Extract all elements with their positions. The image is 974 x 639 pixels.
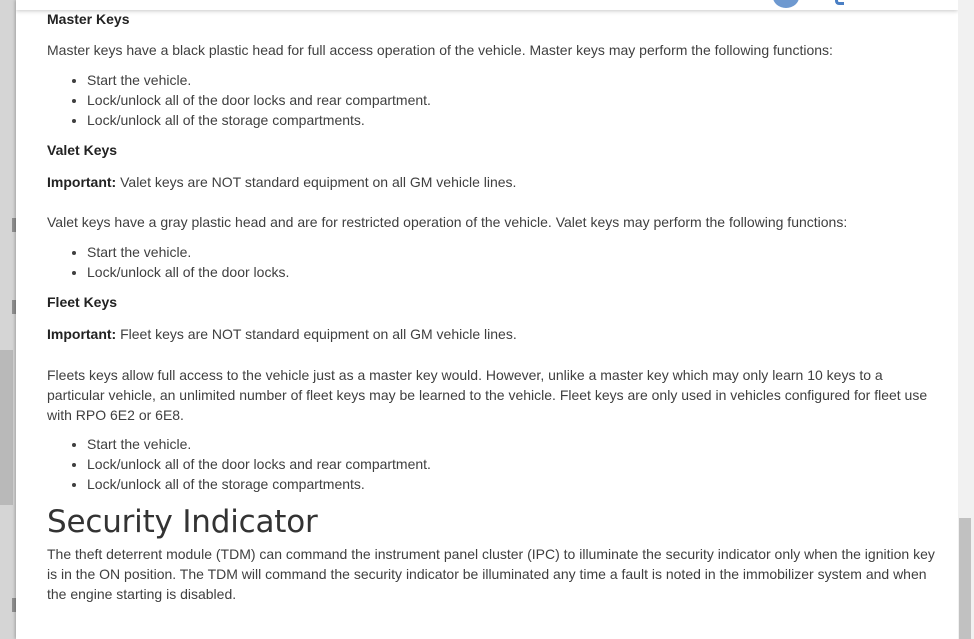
document-panel (16, 0, 958, 639)
user-avatar-icon[interactable] (773, 0, 799, 8)
list-item: • Start the vehicle. (87, 70, 431, 90)
background-page-strip (0, 0, 16, 639)
valet-keys-intro: Valet keys have a gray plastic head and are for restricted operation of the vehicle. Valet keys may perform the following functions: (47, 214, 848, 230)
master-keys-intro: Master keys have a black plastic head for full access operation of the vehicle. Master keys may perform the following functions: (47, 42, 833, 58)
list-item: • Lock/unlock all of the door locks and rear compartment. (87, 90, 431, 110)
list-item: • Start the vehicle. (87, 434, 431, 454)
security-indicator-text: The theft deterrent module (TDM) can command the instrument panel cluster (IPC) to illuminate the security indicator only when the ignition key is in the ON position. The TDM will command the security indicator be illuminated any time a fault is noted in the immobilizer system and when the engine starting is disabled. (47, 546, 935, 602)
fleet-keys-functions (69, 434, 431, 494)
list-item: • Start the vehicle. (87, 242, 289, 262)
important-label: Important: (47, 326, 117, 342)
important-text: Valet keys are NOT standard equipment on all GM vehicle lines. (116, 174, 517, 190)
list-item: • Lock/unlock all of the door locks and rear compartment. (87, 454, 431, 474)
important-text: Fleet keys are NOT standard equipment on all GM vehicle lines. (116, 326, 517, 342)
list-item: • Lock/unlock all of the storage compartments. (87, 110, 431, 130)
important-label: Important: (47, 174, 117, 190)
vertical-scrollbar[interactable] (958, 0, 974, 639)
master-keys-functions (69, 70, 431, 130)
list-item: • Lock/unlock all of the door locks. (87, 262, 289, 282)
master-keys-heading: Master Keys (47, 11, 130, 27)
valet-keys-functions (69, 242, 289, 282)
background-scrollbar-thumb[interactable] (0, 350, 13, 505)
fleet-keys-heading: Fleet Keys (47, 294, 118, 310)
help-icon[interactable] (835, 0, 844, 5)
valet-keys-heading: Valet Keys (47, 142, 118, 158)
security-indicator-heading: Security Indicator (47, 504, 318, 540)
list-item: • Lock/unlock all of the storage compartments. (87, 474, 431, 494)
fleet-keys-intro: Fleets keys allow full access to the vehicle just as a master key would. However, unlike a master key which may only learn 10 keys to a particular vehicle, an unlimited number of fleet keys may be learned to the vehicle. Fleet keys are only used in vehicles configured for fleet use with RPO 6E2 or 6E8. (47, 367, 928, 423)
fleet-keys-important (47, 324, 942, 344)
valet-keys-important (47, 172, 942, 192)
panel-header (16, 0, 958, 10)
scrollbar-thumb[interactable] (959, 518, 971, 639)
